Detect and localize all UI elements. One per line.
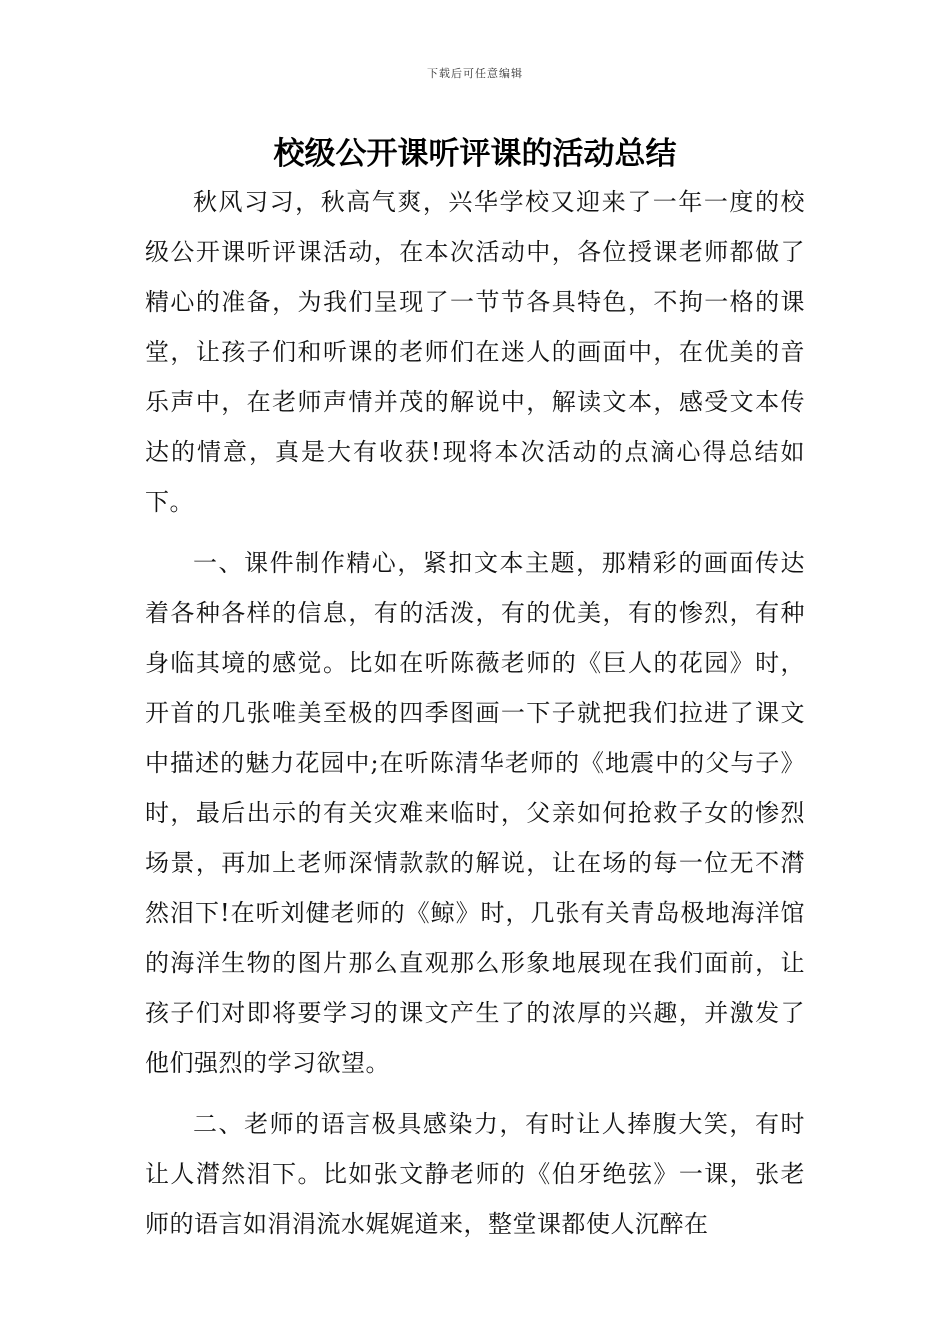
paragraph-point-one: 一、课件制作精心，紧扣文本主题，那精彩的画面传达着各种各样的信息，有的活泼，有的优美，有的惨烈，有种身临其境的感觉。比如在听陈薇老师的《巨人的花园》时，开首的几张唯美至极的四季图画一下子就把我们拉进了课文中描述的魅力花园中;在听陈清华老师的《地震中的父与子》时，最后出示的有关灾难来临时，父亲如何抢救子女的惨烈场景，再加上老师深情款款的解说，让在场的每一位无不潸然泪下!在听刘健老师的《鲸》时，几张有关青岛极地海洋馆的海洋生物的图片那么直观那么形象地展现在我们面前，让孩子们对即将要学习的课文产生了的浓厚的兴趣，并激发了他们强烈的学习欲望。: [145, 549, 805, 1077]
document-body: [145, 177, 805, 1260]
paragraph-intro: 秋风习习，秋高气爽，兴华学校又迎来了一年一度的校级公开课听评课活动，在本次活动中，各位授课老师都做了精心的准备，为我们呈现了一节节各具特色，不拘一格的课堂，让孩子们和听课的老师们在迷人的画面中，在优美的音乐声中，在老师声情并茂的解说中，解读文本，感受文本传达的情意，真是大有收获!现将本次活动的点滴心得总结如下。: [145, 188, 805, 516]
page-header-note: 下载后可任意编辑: [427, 67, 523, 80]
document-title: 校级公开课听评课的活动总结: [273, 136, 677, 172]
paragraph-point-two: 二、老师的语言极具感染力，有时让人捧腹大笑，有时让人潸然泪下。比如张文静老师的《伯牙绝弦》一课，张老师的语言如涓涓流水娓娓道来，整堂课都使人沉醉在: [145, 1110, 805, 1238]
